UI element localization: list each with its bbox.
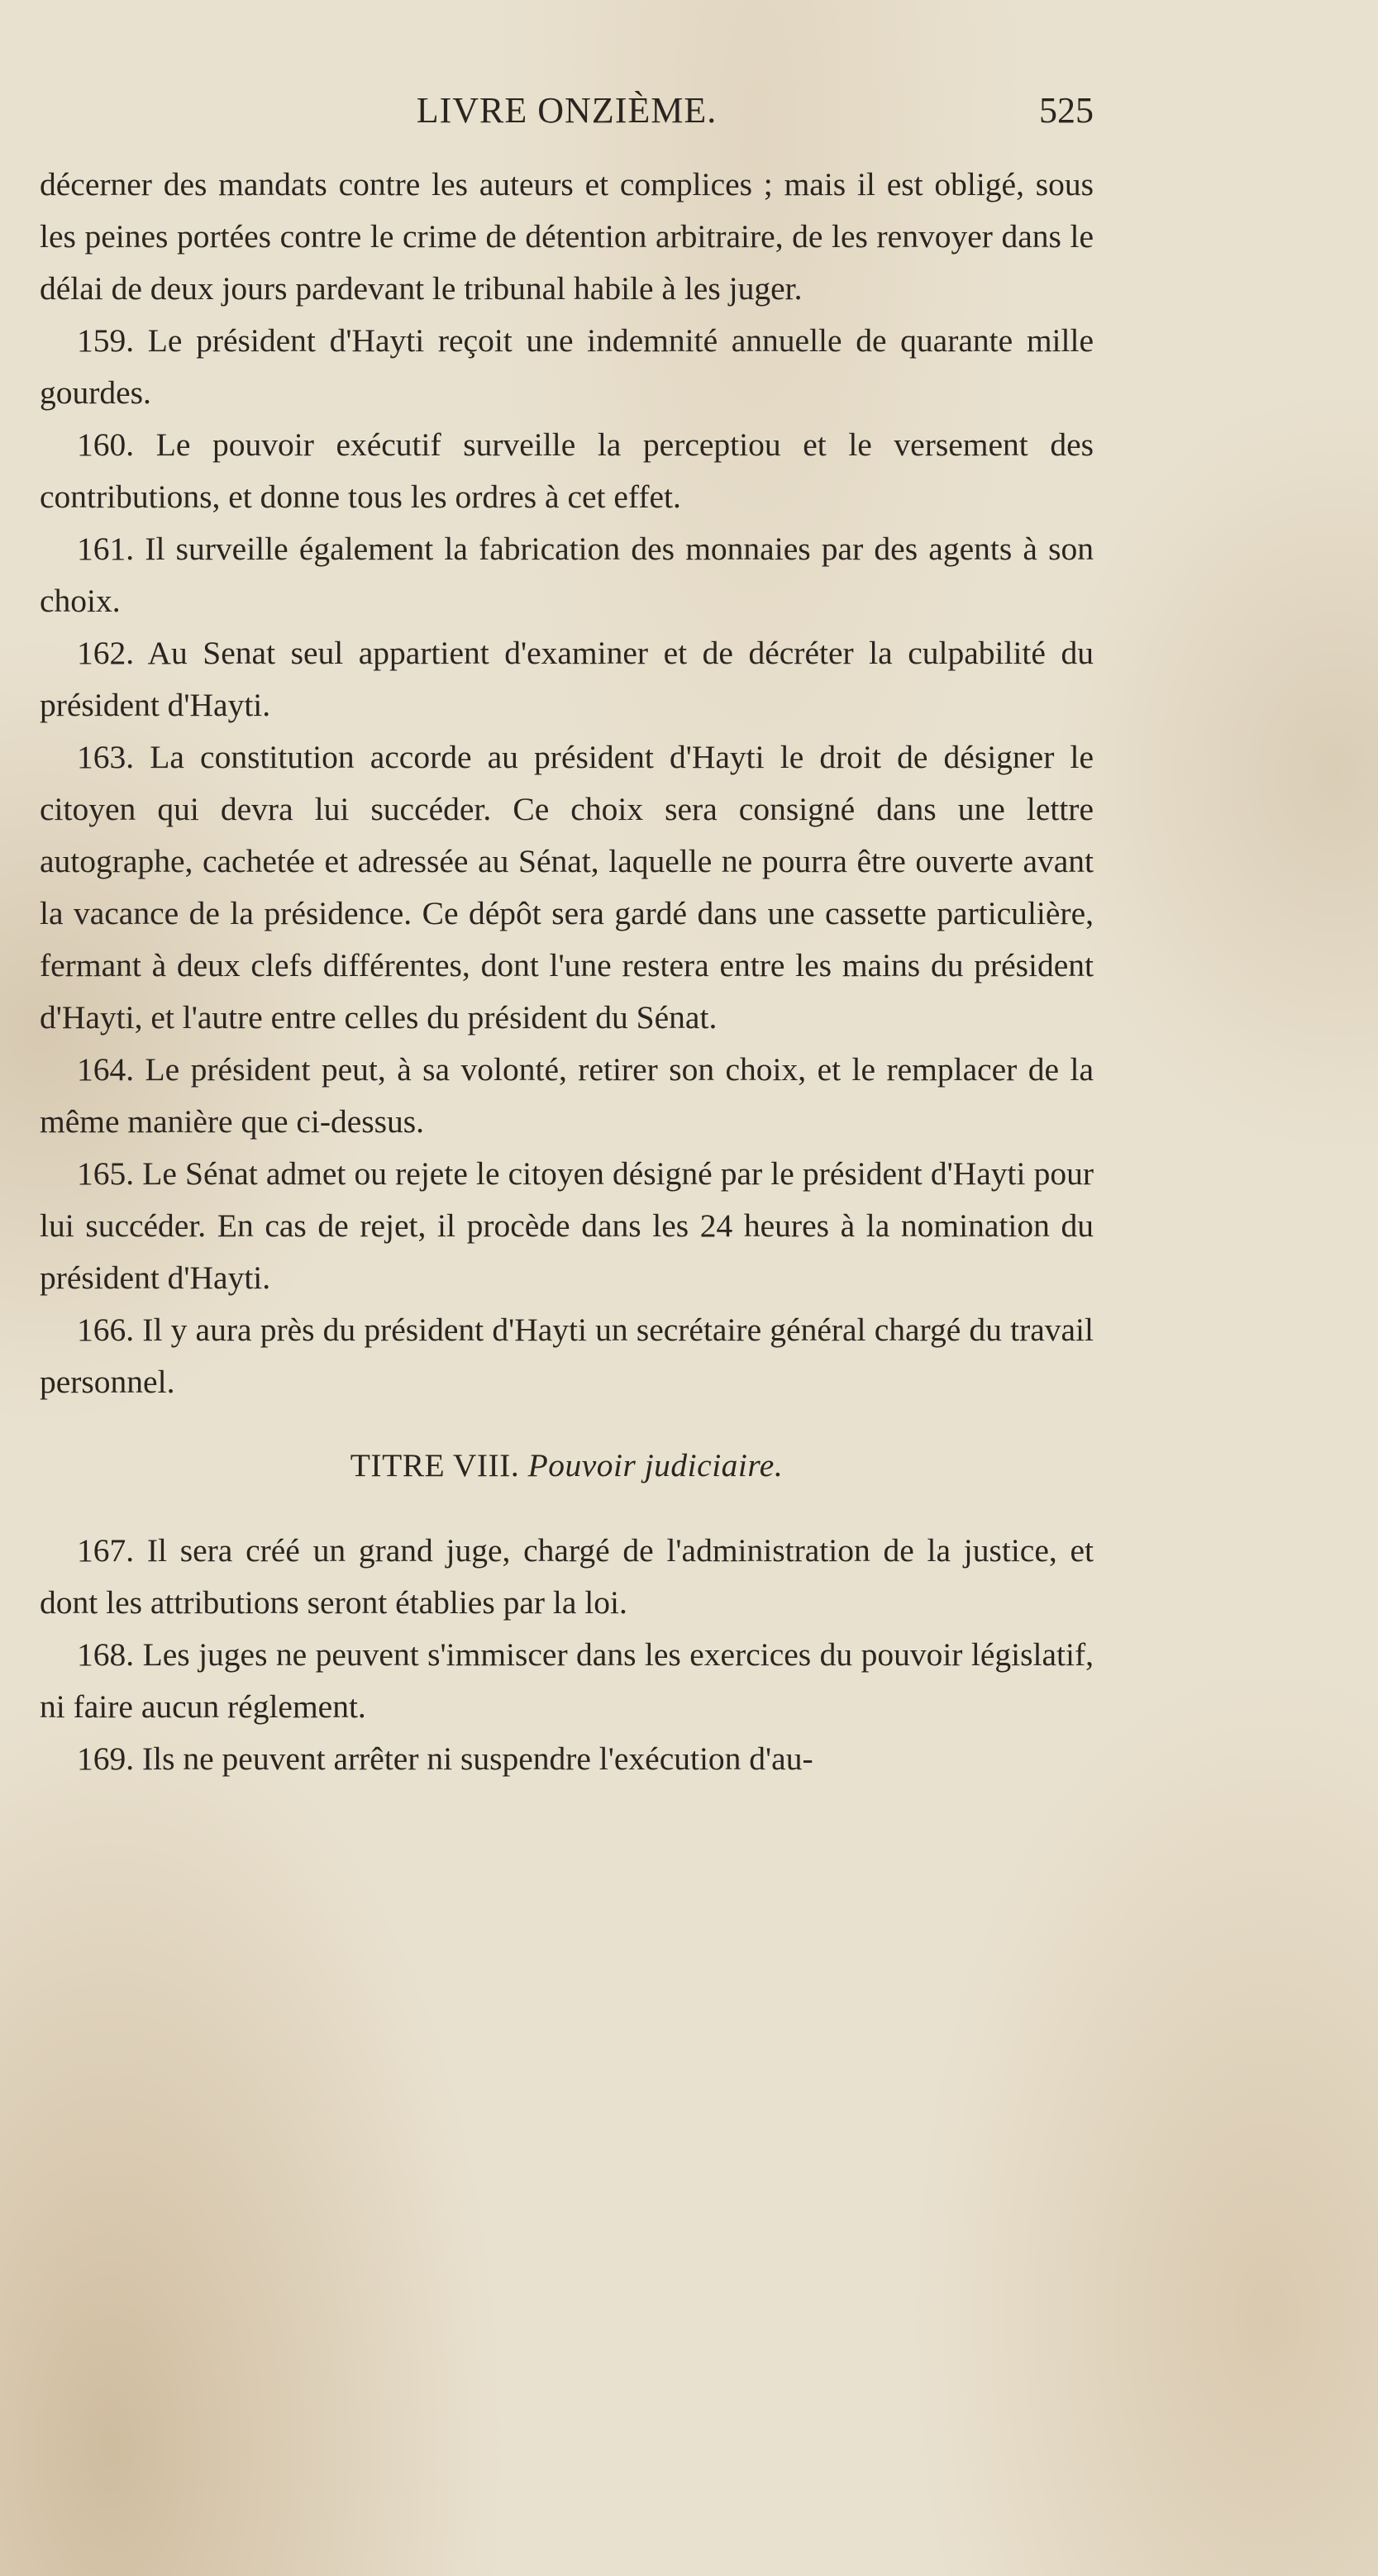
article-168: 168. Les juges ne peuvent s'immiscer dans les exercices du pouvoir législatif, ni faire aucun réglement. [40, 1636, 1094, 1725]
article-166: 166. Il y aura près du président d'Hayti un secrétaire général chargé du travail personnel. [40, 1312, 1094, 1400]
article-159: 159. Le président d'Hayti reçoit une indemnité annuelle de quarante mille gourdes. [40, 322, 1094, 411]
article-164: 164. Le président peut, à sa volonté, retirer son choix, et le remplacer de la même manière que ci-dessus. [40, 1051, 1094, 1140]
article-161: 161. Il surveille également la fabrication des monnaies par des agents à son choix. [40, 531, 1094, 619]
section-title-label: TITRE VIII. [350, 1447, 520, 1483]
article-160: 160. Le pouvoir exécutif surveille la perceptiou et le versement des contributions, et donne tous les ordres à cet effet. [40, 426, 1094, 515]
article-163: 163. La constitution accorde au président d'Hayti le droit de désigner le citoyen qui devra lui succéder. Ce choix sera consigné dans une lettre autographe, cachetée et adressée au Sénat, laquelle ne pourra être ouverte avant la vacance de la présidence. Ce dépôt sera gardé dans une cassette particulière, fermant à deux clefs différentes, dont l'une restera entre les mains du président d'Hayti, et l'autre entre celles du président du Sénat. [40, 739, 1094, 1036]
page-header [40, 89, 1094, 139]
running-title: LIVRE ONZIÈME. [416, 90, 718, 131]
page-body [40, 159, 1094, 1785]
paragraph-continuation: décerner des mandats contre les auteurs et complices ; mais il est obligé, sous les peines portées contre le crime de détention arbitraire, de les renvoyer dans le délai de deux jours pardevant le tribunal habile à les juger. [40, 166, 1094, 307]
article-165: 165. Le Sénat admet ou rejete le citoyen désigné par le président d'Hayti pour lui succéder. En cas de rejet, il procède dans les 24 heures à la nomination du président d'Hayti. [40, 1155, 1094, 1296]
article-167: 167. Il sera créé un grand juge, chargé de l'administration de la justice, et dont les attributions seront établies par la loi. [40, 1532, 1094, 1621]
article-162: 162. Au Senat seul appartient d'examiner et de décréter la culpabilité du président d'Hayti. [40, 635, 1094, 723]
page-number: 525 [1039, 90, 1094, 131]
section-title-subtitle: Pouvoir judiciaire. [527, 1447, 784, 1483]
article-169: 169. Ils ne peuvent arrêter ni suspendre l'exécution d'au- [77, 1740, 813, 1777]
section-title [40, 1440, 1094, 1492]
